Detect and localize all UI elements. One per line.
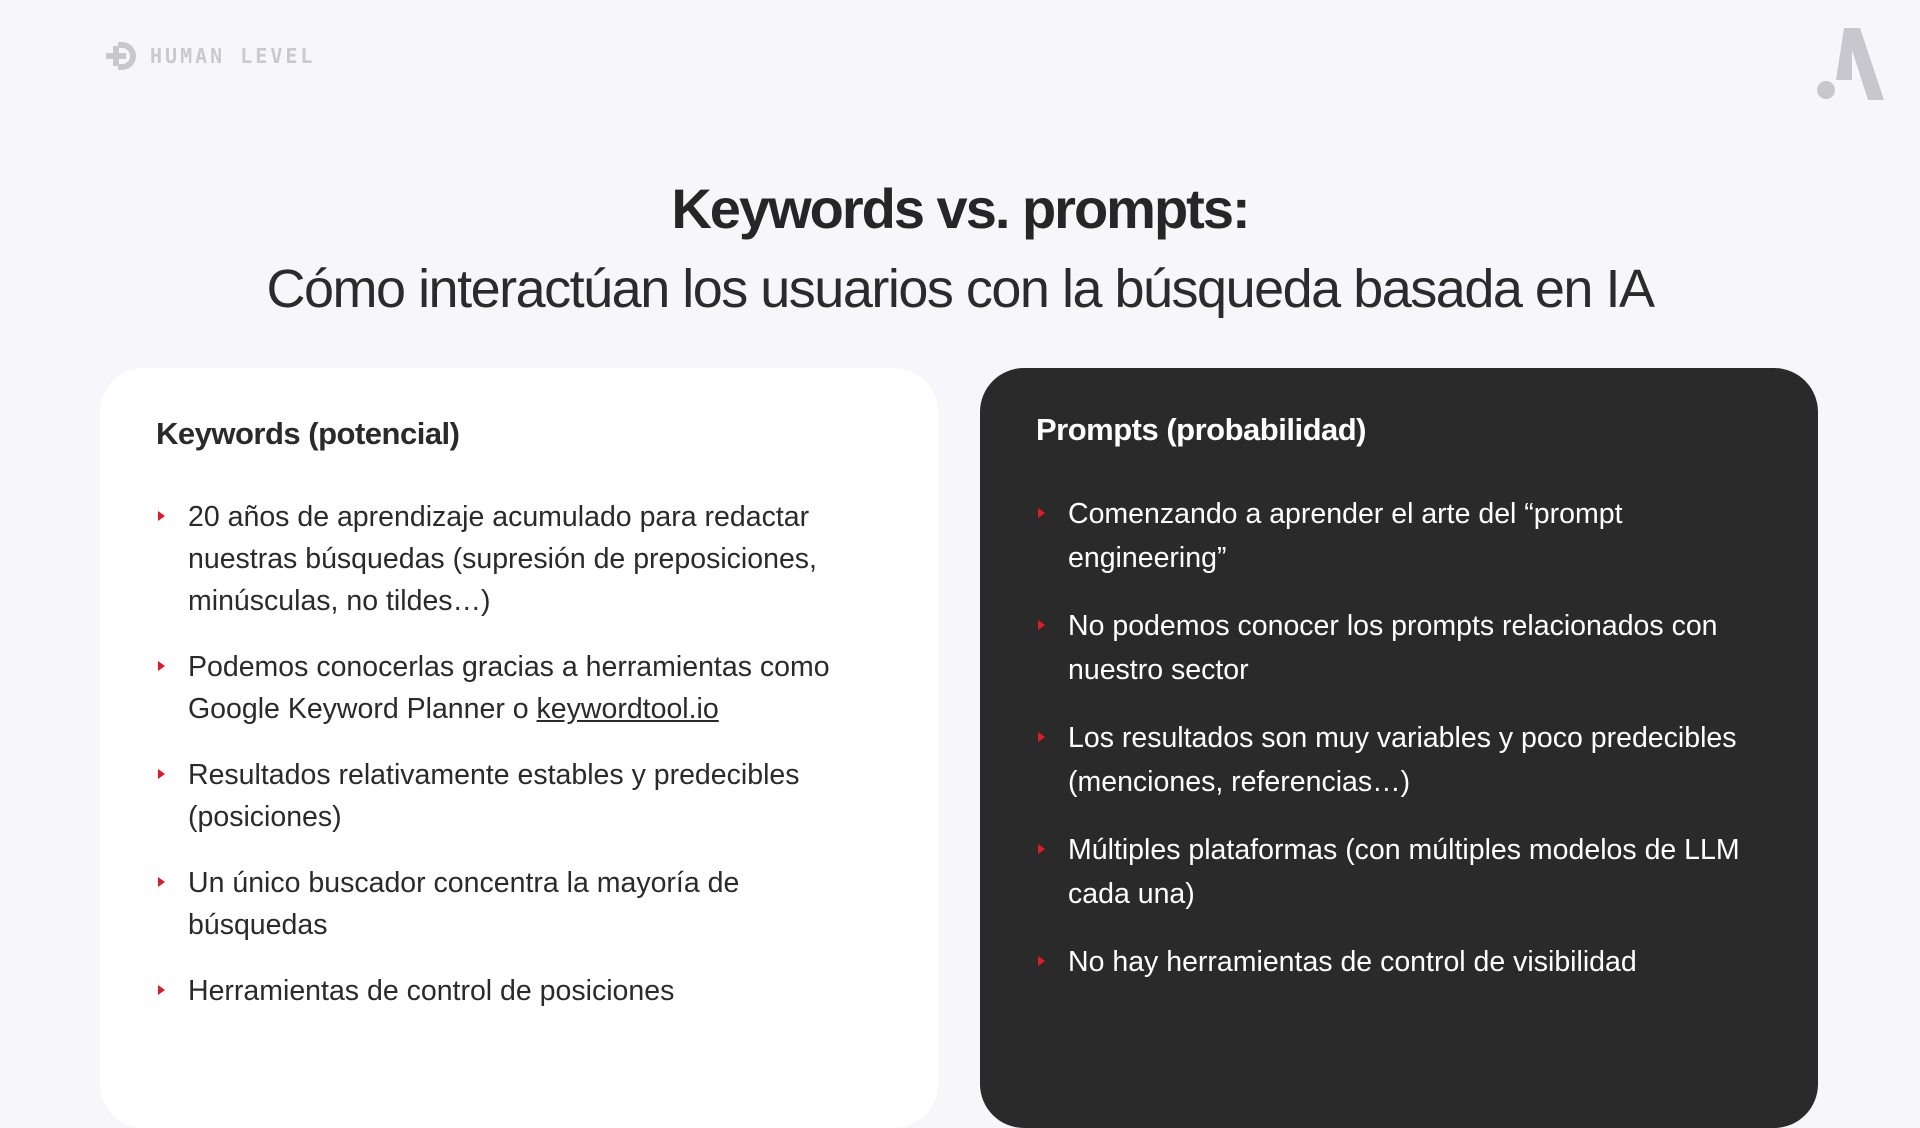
human-level-logo-icon — [104, 38, 140, 74]
keywords-card — [100, 368, 938, 1128]
list-item-text: Herramientas de control de posiciones — [188, 975, 675, 1007]
prompts-card — [980, 368, 1818, 1128]
keywords-card-heading: Keywords (potencial) — [156, 416, 460, 451]
prompts-list — [1036, 492, 1762, 984]
list-item — [156, 862, 882, 946]
list-item-text: Comenzando a aprender el arte del “prompt engineering” — [1068, 498, 1623, 574]
list-item — [156, 496, 882, 622]
list-item — [156, 970, 882, 1012]
bullet-triangle-icon — [158, 769, 165, 779]
list-item — [1036, 940, 1762, 984]
bullet-triangle-icon — [1038, 732, 1045, 742]
brand-wordmark: HUMAN LEVEL — [150, 44, 316, 68]
prompts-card-heading: Prompts (probabilidad) — [1036, 412, 1366, 447]
bullet-triangle-icon — [1038, 508, 1045, 518]
keywordtool-link[interactable]: keywordtool.io — [536, 693, 719, 725]
bullet-triangle-icon — [158, 877, 165, 887]
bullet-triangle-icon — [1038, 956, 1045, 966]
list-item — [1036, 604, 1762, 692]
list-item-text: Un único buscador concentra la mayoría de búsquedas — [188, 867, 740, 941]
list-item — [1036, 716, 1762, 804]
page-title: Keywords vs. prompts: — [671, 177, 1249, 240]
list-item-text: Resultados relativamente estables y predecibles (posiciones) — [188, 759, 800, 833]
list-item — [1036, 828, 1762, 916]
list-item — [156, 646, 882, 730]
list-item-text: No hay herramientas de control de visibilidad — [1068, 946, 1637, 978]
bullet-triangle-icon — [158, 661, 165, 671]
bullet-triangle-icon — [1038, 844, 1045, 854]
brand-logo-human-level — [104, 38, 315, 74]
a-letter-logo-icon — [1816, 28, 1884, 100]
list-item — [156, 754, 882, 838]
keywords-list — [156, 496, 882, 1012]
list-item-text: Múltiples plataformas (con múltiples modelos de LLM cada una) — [1068, 834, 1740, 910]
list-item-text: Los resultados son muy variables y poco predecibles (menciones, referencias…) — [1068, 722, 1737, 798]
bullet-triangle-icon — [1038, 620, 1045, 630]
list-item-text: Podemos conocerlas gracias a herramientas como Google Keyword Planner o — [188, 651, 830, 725]
list-item-text: 20 años de aprendizaje acumulado para redactar nuestras búsquedas (supresión de preposiciones, minúsculas, no tildes…) — [188, 501, 817, 617]
bullet-triangle-icon — [158, 511, 165, 521]
list-item — [1036, 492, 1762, 580]
bullet-triangle-icon — [158, 985, 165, 995]
page-subtitle: Cómo interactúan los usuarios con la búsqueda basada en IA — [266, 259, 1654, 319]
list-item-text: No podemos conocer los prompts relacionados con nuestro sector — [1068, 610, 1718, 686]
